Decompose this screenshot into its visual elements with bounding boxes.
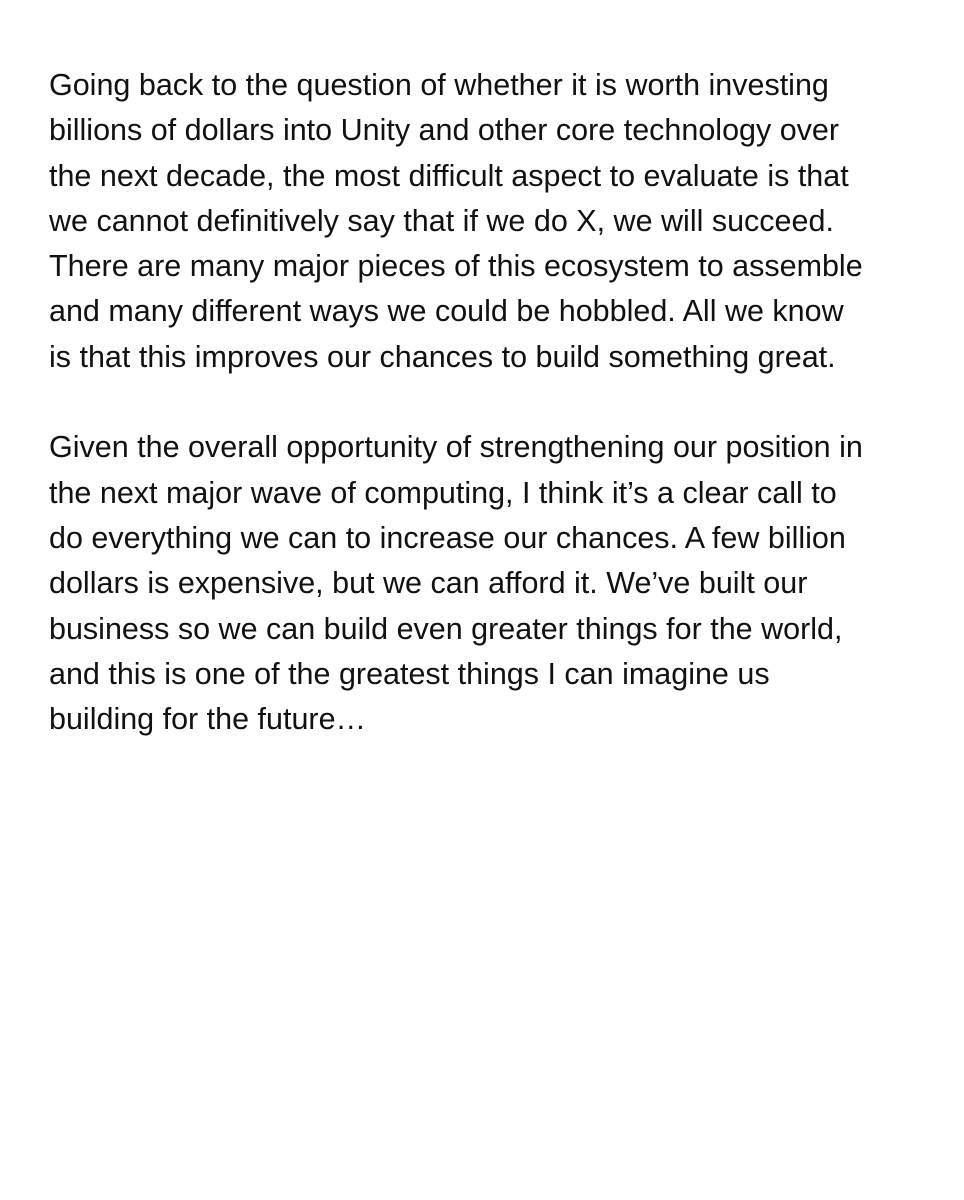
document-body [49,63,929,742]
paragraph-line: Given the overall opportunity of strengthening our position in [49,430,863,465]
paragraph-line: the next major wave of computing, I think it’s a clear call to [49,475,837,510]
paragraph-line: do everything we can to increase our chances. A few billion [49,520,846,555]
paragraph-line: and many different ways we could be hobbled. All we know [49,294,844,329]
paragraph-line: dollars is expensive, but we can afford it. We’ve built our [49,566,808,601]
paragraph-line: billions of dollars into Unity and other core technology over [49,113,840,148]
paragraph-line: and this is one of the greatest things I can imagine us [49,656,770,691]
paragraph-1 [49,63,929,380]
paragraph-line: the next decade, the most difficult aspect to evaluate is that [49,158,849,193]
paragraph-2 [49,425,929,742]
paragraph-line: Going back to the question of whether it is worth investing [49,68,829,102]
paragraph-line: There are many major pieces of this ecosystem to assemble [49,249,863,284]
paragraph-line: business so we can build even greater things for the world, [49,611,843,646]
paragraph-line: is that this improves our chances to build something great. [49,339,836,374]
paragraph-line: building for the future… [49,702,367,737]
paragraph-line: we cannot definitively say that if we do X, we will succeed. [49,203,834,238]
